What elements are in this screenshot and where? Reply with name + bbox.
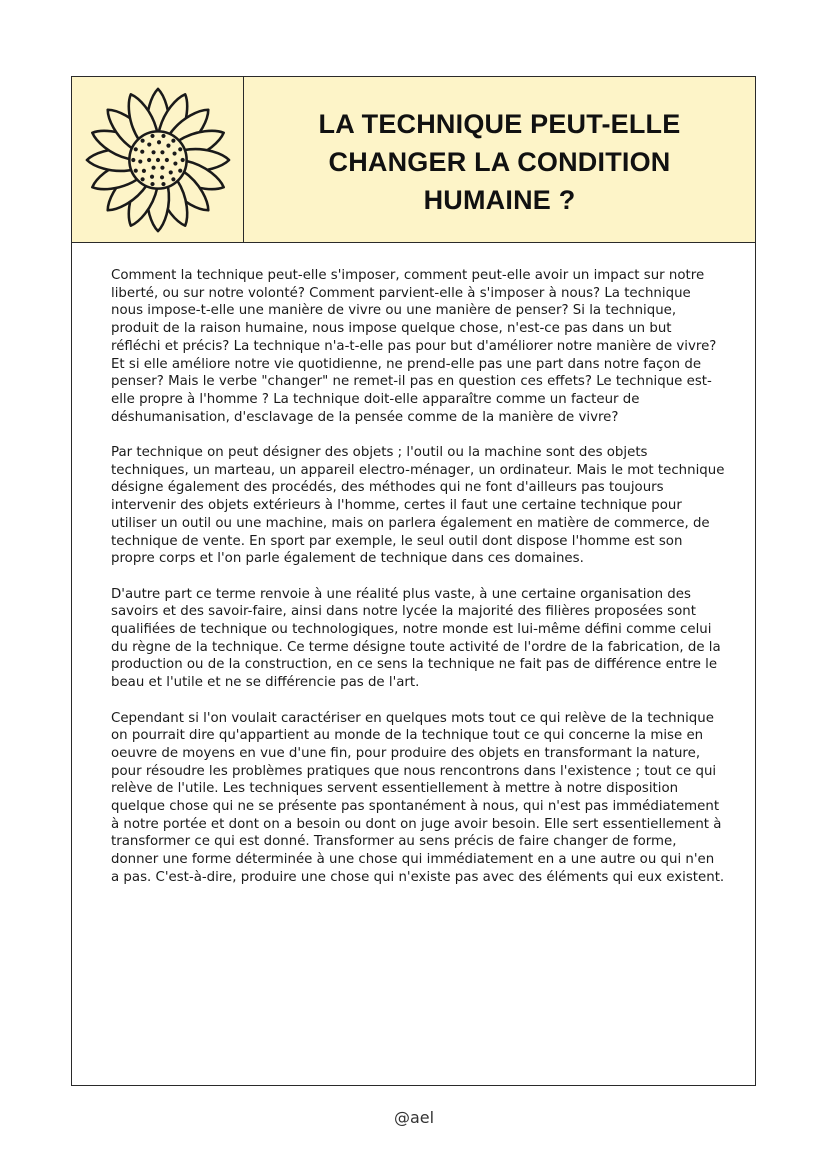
sunflower-seed xyxy=(178,147,182,151)
document-sheet xyxy=(71,76,756,1086)
sunflower-seed xyxy=(178,168,182,172)
sunflower-seed xyxy=(147,157,151,161)
sunflower-seed xyxy=(172,151,176,155)
document-body xyxy=(111,267,725,904)
sunflower-seed xyxy=(164,157,168,161)
document-header xyxy=(72,77,755,243)
sunflower-seed xyxy=(141,168,145,172)
title-cell xyxy=(244,77,755,242)
sunflower-seed xyxy=(171,138,175,142)
sunflower-seed xyxy=(147,142,151,146)
sunflower-seed xyxy=(149,174,153,178)
sunflower-seed xyxy=(166,143,170,147)
sunflower-seed xyxy=(161,181,165,185)
sunflower-icon xyxy=(79,81,237,239)
sunflower-seed xyxy=(160,165,164,169)
sunflower-seed xyxy=(140,138,144,142)
sunflower-seed xyxy=(151,165,155,169)
sunflower-seed xyxy=(150,133,154,137)
sunflower-seed xyxy=(156,140,160,144)
sunflower-seed xyxy=(131,157,135,161)
sunflower-seed xyxy=(159,175,163,179)
sunflower-seed xyxy=(180,157,184,161)
sunflower-seed xyxy=(133,168,137,172)
sunflower-seed xyxy=(140,177,144,181)
paragraph-3: D'autre part ce terme renvoie à une réalité plus vaste, à une certaine organisation des savoirs et des savoir-faire, ainsi dans notre lycée la majorité des filières proposées sont qualifiées de technique ou technologiques, notre monde est lui-même défini comme celui du règne de la technique. Ce terme désigne toute activité de l'ordre de la fabrication, de la production ou de la construction, en ce sens la technique ne fait pas de différence entre le beau et l'utile et ne se différencie pas de l'art. xyxy=(111,586,721,691)
sunflower-seed xyxy=(160,150,164,154)
sunflower-seed xyxy=(155,157,159,161)
logo-cell xyxy=(72,77,244,242)
paragraph-1: Comment la technique peut-elle s'imposer, comment peut-elle avoir un impact sur notre liberté, ou sur notre volonté? Comment parvient-elle à s'imposer à nous? La technique nous impose-t-elle une manière de vivre ou une manière de penser? Si la technique, produit de la raison humaine, nous impose quelque chose, n'est-ce pas dans un but réfléchi et précis? La technique n'a-t-elle pas pour but d'améliorer notre manière de vivre? Et si elle améliore notre vie quotidienne, ne prend-elle pas une part dans notre façon de penser? Mais le verbe "changer" ne remet-il pas en question ces effets? Le technique est-elle propre à l'homme ? La technique doit-elle apparaître comme un facteur de déshumanisation, d'esclavage de la pensée comme de la manière de vivre? xyxy=(111,268,717,425)
page-title: LA TECHNIQUE PEUT-ELLE CHANGER LA CONDITION HUMAINE ? xyxy=(318,108,681,215)
paragraph-4: Cependant si l'on voulait caractériser en quelques mots tout ce qui relève de la technique on pourrait dire qu'appartient au monde de la technique tout ce qui concerne la mise en oeuvre de moyens en vue d'une fin, pour produire des objets en transformant la nature, pour résoudre les problèmes pratiques que nous rencontrons dans l'existence ; tout ce qui relève de l'utile. Les techniques servent essentiellement à mettre à notre disposition quelque chose qui ne se présente pas spontanément à nous, qui n'est pas immédiatement à notre portée et dont on a besoin ou dont on juge avoir besoin. Elle sert essentiellement à transformer ce qui est donné. Transformer au sens précis de faire changer de forme, donner une forme déterminée à une chose qui immédiatement en a une autre ou qui n'en a pas. C'est-à-dire, produire une chose qui n'existe pas avec des éléments qui eux existent. xyxy=(111,710,725,885)
sunflower-seed xyxy=(173,161,177,165)
sunflower-seed xyxy=(161,133,165,137)
sunflower-seed xyxy=(171,177,175,181)
sunflower-seed xyxy=(138,159,142,163)
paragraph-2: Par technique on peut désigner des objets ; l'outil ou la machine sont des objets techniques, un marteau, un appareil electro-ménager, un ordinateur. Mais le mot technique désigne également des procédés, des méthodes qui ne font d'ailleurs pas toujours intervenir des objets extérieurs à l'homme, certes il faut une certaine technique pour utiliser un outil ou une machine, mais on parlera également en matière de commerce, de technique de vente. En sport par exemple, le seul outil dont dispose l'homme est son propre corps et l'on parle également de technique dans ces domaines. xyxy=(111,445,725,567)
sunflower-seed xyxy=(150,181,154,185)
sunflower-seed xyxy=(140,149,144,153)
footer-signature: @ael xyxy=(393,1108,435,1127)
sunflower-seed xyxy=(151,150,155,154)
sunflower-seed xyxy=(133,147,137,151)
sunflower-seed xyxy=(168,170,172,174)
